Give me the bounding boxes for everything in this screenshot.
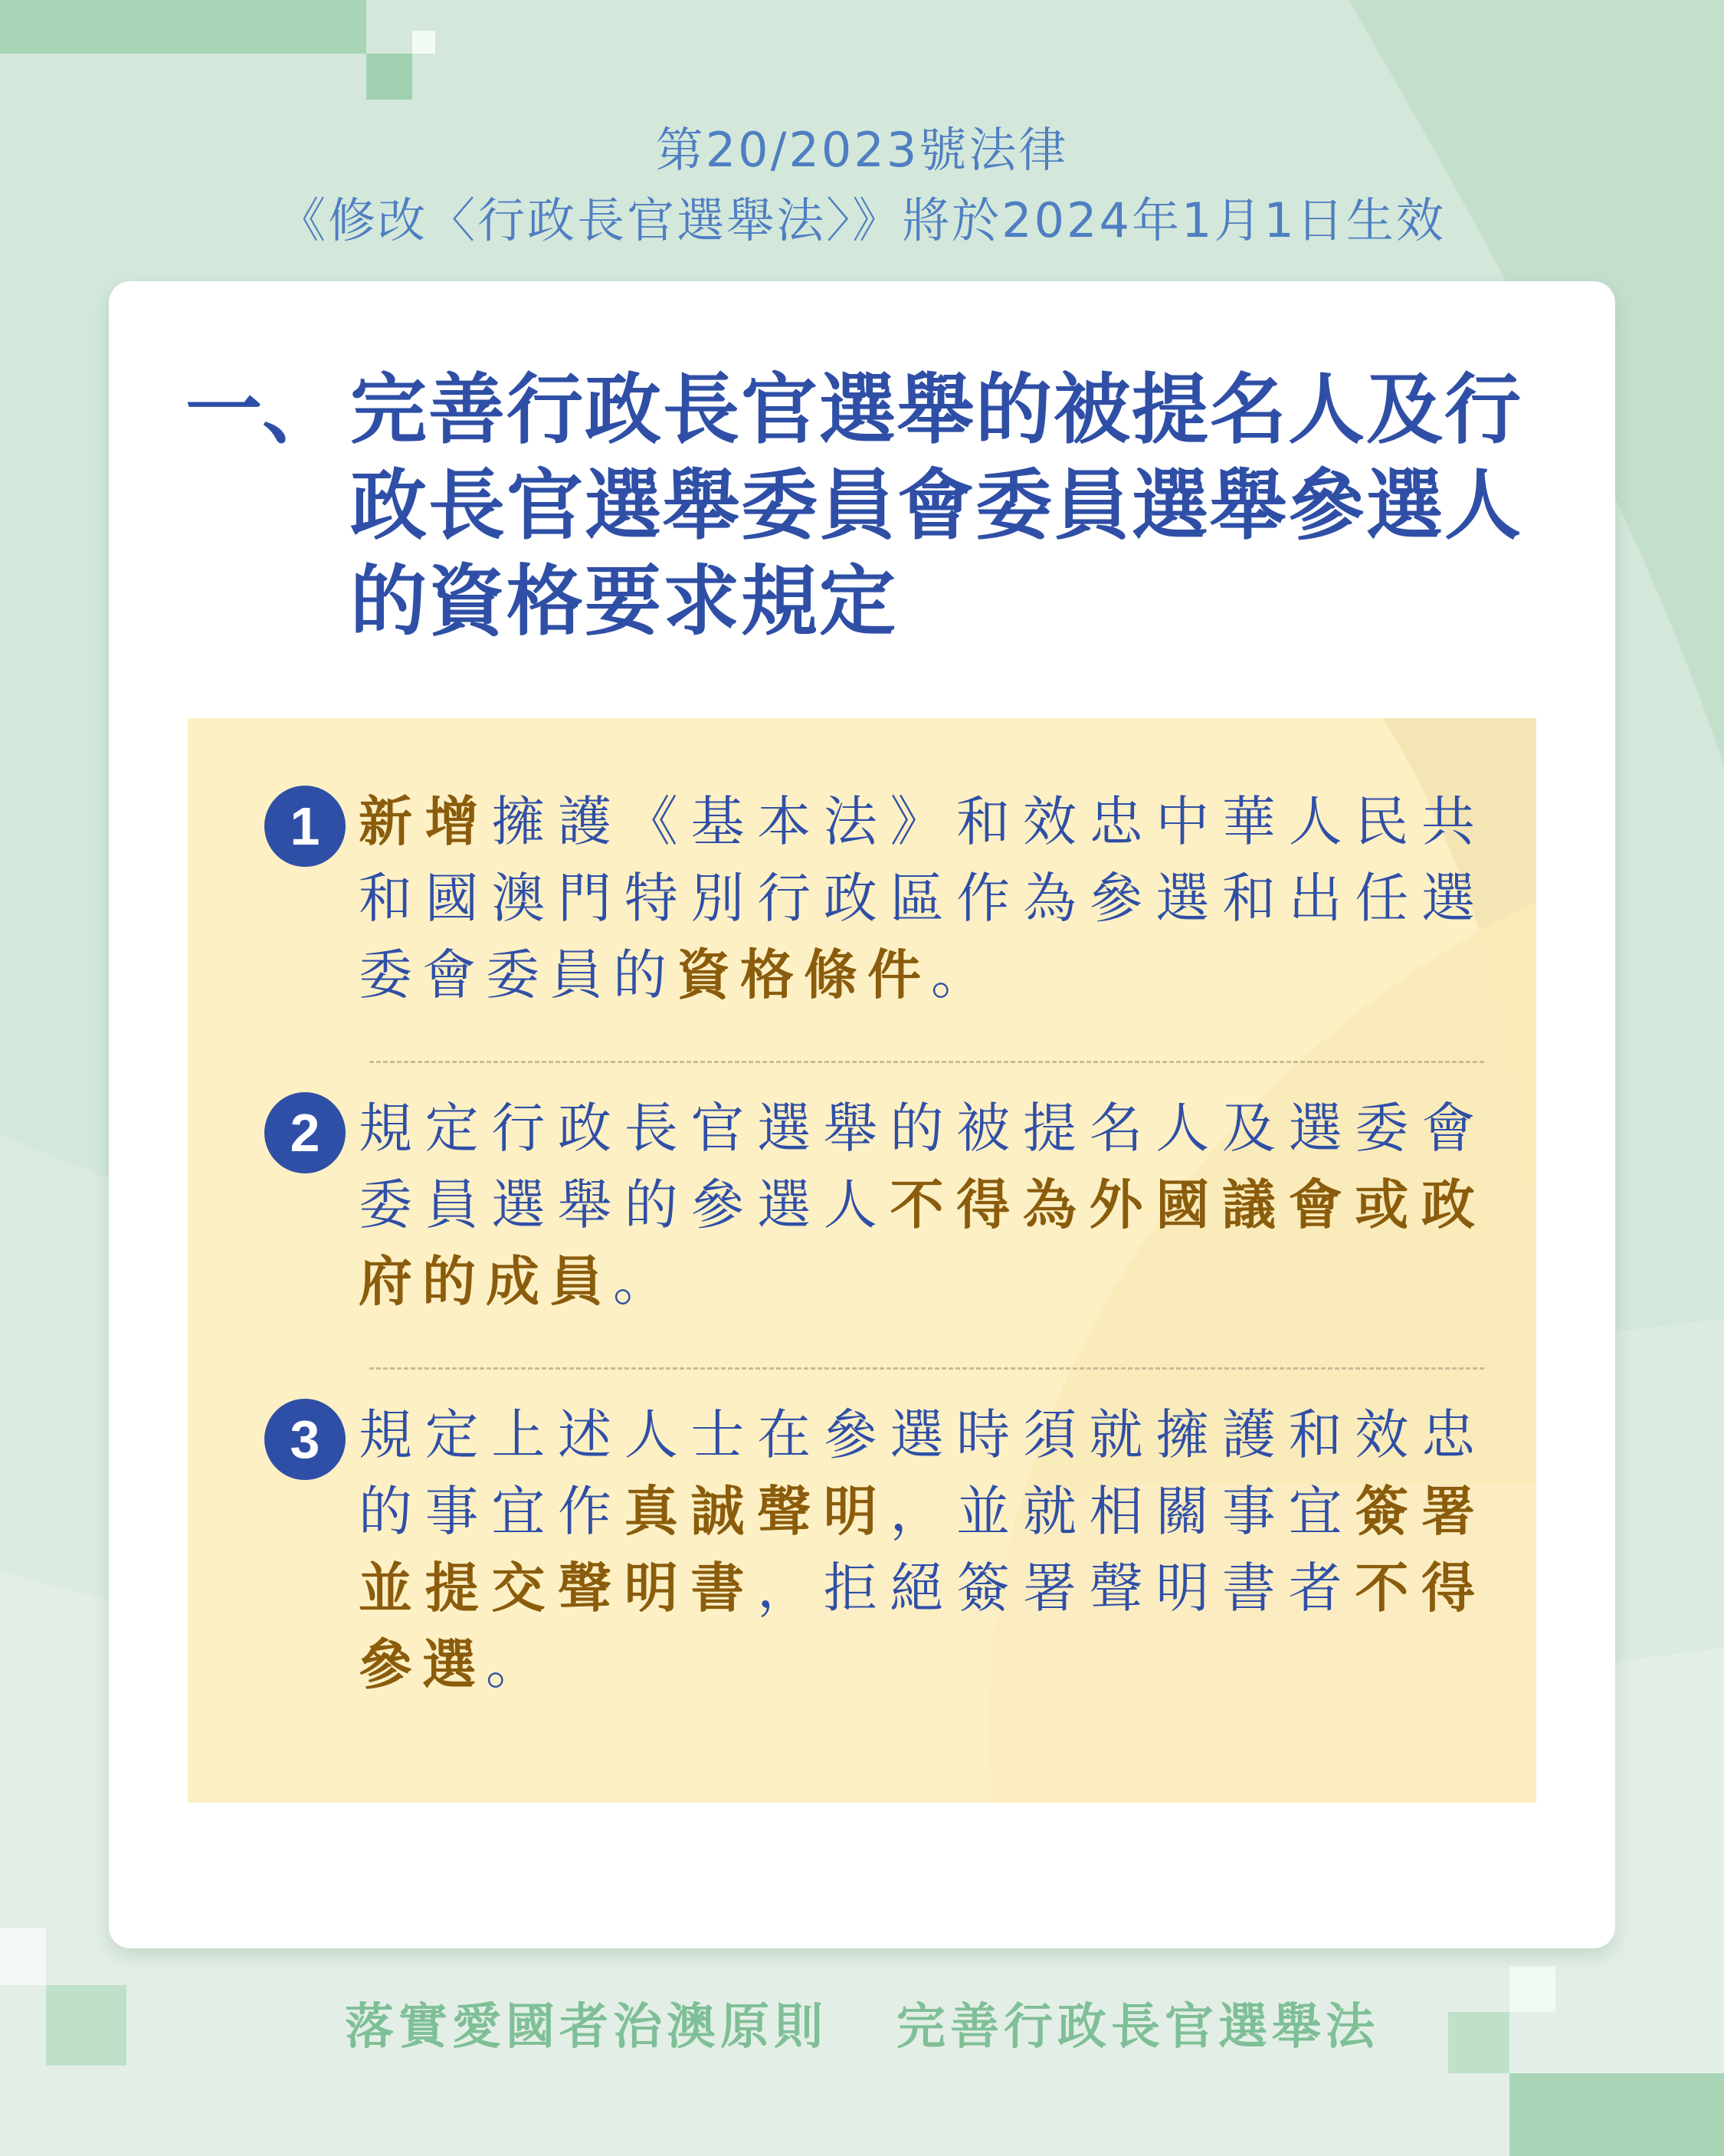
number-badge-2: 2 [264, 1092, 346, 1173]
dashed-divider [369, 1061, 1484, 1063]
decor-square [0, 1928, 46, 1985]
law-number: 第20/2023號法律 [655, 122, 1069, 178]
item-text-normal: ，拒絕簽署聲明書者 [757, 1557, 1355, 1619]
decor-square [366, 54, 412, 100]
header [0, 115, 1724, 256]
slogan-left: 落實愛國者治澳原則 [345, 1999, 828, 2056]
item-text [359, 1090, 1485, 1320]
item-text-normal: ，並就相關事宜 [890, 1480, 1355, 1543]
dashed-divider [369, 1367, 1484, 1370]
item-text-highlight: 新增 [359, 790, 492, 853]
section-title-text: 完善行政長官選舉的被提名人及行政長官選舉委員會委員選舉參選人的資格要求規定 [350, 365, 1522, 646]
item-text-normal: 。 [486, 1633, 549, 1696]
number-badge-3: 3 [264, 1399, 346, 1480]
item-text-normal: 。 [931, 943, 995, 1006]
item-text-normal: 。 [613, 1250, 677, 1313]
item-text-highlight: 不得為外國議會或政府的成員 [359, 1173, 1485, 1313]
decor-square [1509, 2073, 1724, 2156]
law-effective-date: 《修改〈行政長官選舉法〉》將於2024年1月1日生效 [278, 192, 1446, 248]
item-text-highlight: 簽署並提交聲明書 [359, 1480, 1485, 1619]
item-text-normal: 規定行政長官選舉的被提名人及選委會委員選舉的參選人 [359, 1097, 1485, 1236]
item-text-highlight: 資格條件 [677, 943, 931, 1006]
requirements-panel [188, 718, 1536, 1803]
item-text-highlight: 不得參選 [359, 1557, 1485, 1696]
decor-square [0, 0, 366, 54]
item-text-normal: 規定上述人士在參選時須就擁護和效忠的事宜作 [359, 1403, 1485, 1543]
item-text-highlight: 真誠聲明 [624, 1480, 890, 1543]
footer-slogan [0, 1993, 1724, 2062]
section-number: 一、 [185, 365, 339, 454]
item-text [359, 783, 1485, 1013]
slogan-right: 完善行政長官選舉法 [896, 1999, 1379, 2056]
number-badge-1: 1 [264, 786, 346, 867]
item-text [359, 1396, 1485, 1703]
decor-square [412, 31, 435, 54]
item-text-normal: 擁護《基本法》和效忠中華人民共和國澳門特別行政區作為參選和出任選委會委員的 [359, 790, 1485, 1006]
content-card [109, 281, 1615, 1948]
